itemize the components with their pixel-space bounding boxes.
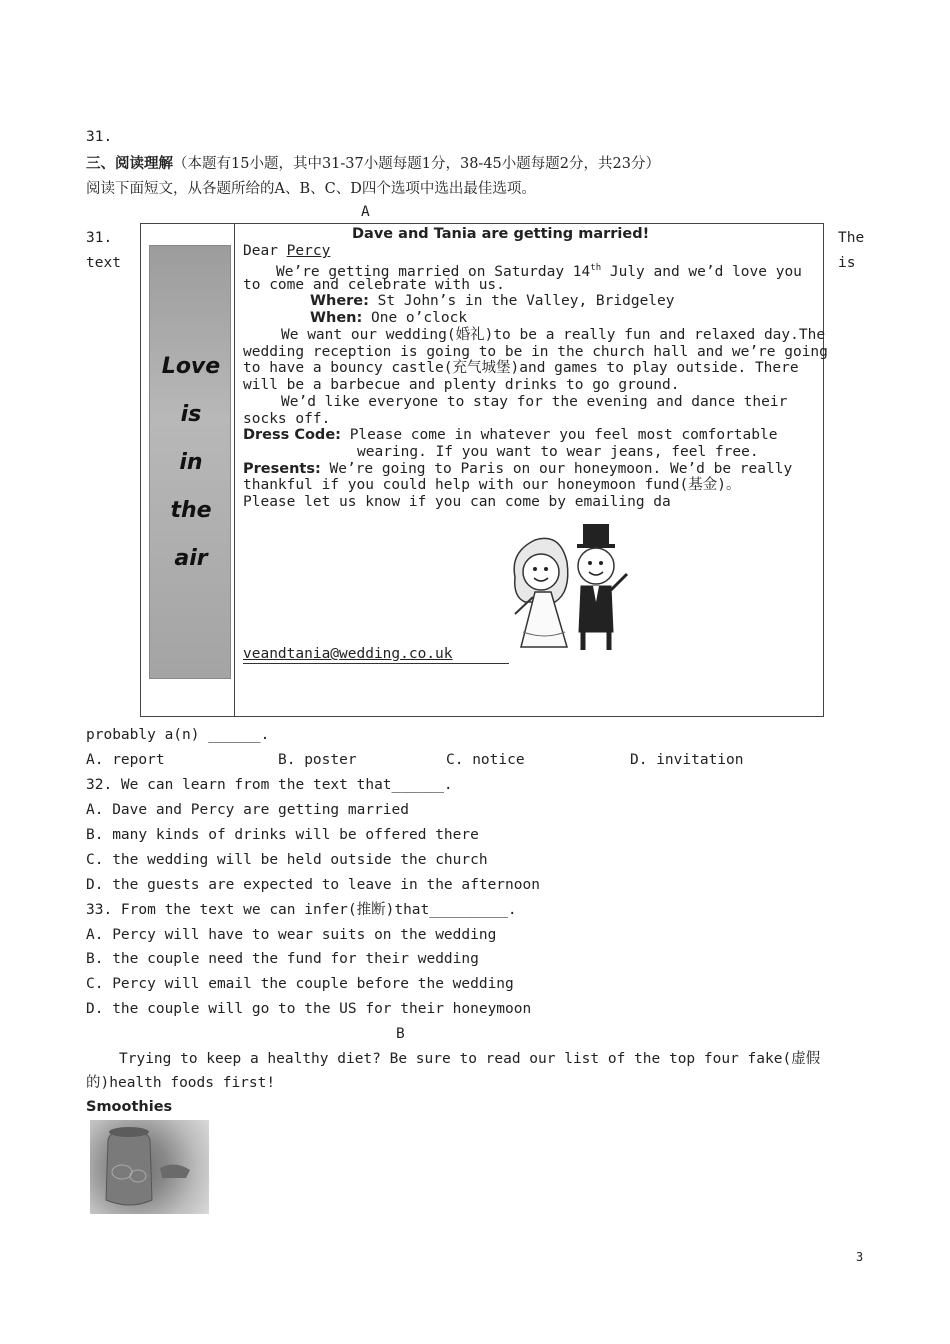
where-label: Where: [310, 293, 369, 309]
q31-option-a: A. report [86, 752, 165, 768]
smoothies-heading: Smoothies [86, 1099, 173, 1115]
q32-stem: 32. We can learn from the text that______. [86, 777, 453, 793]
presents-text: We’re going to Paris on our honeymoon. We’d be really [329, 461, 793, 477]
top-question-number: 31. [86, 129, 113, 145]
section-heading-rest: （本题有15小题，其中31-37小题每题1分，38-45小题每题2分，共23分） [173, 156, 660, 172]
ordinal-suffix: th [590, 263, 602, 273]
poster-word: the [170, 498, 212, 523]
frame-divider [234, 224, 235, 716]
dress-code-text: Please come in whatever you feel most comfortable [349, 427, 778, 443]
letter-line: wedding reception is going to be in the church hall and we’re going [243, 344, 828, 360]
passage-a-label: A [361, 204, 370, 220]
contact-email [243, 646, 509, 664]
q31-option-b: B. poster [278, 752, 357, 768]
q31-right-text: The [838, 230, 865, 246]
q32-option-a: A. Dave and Percy are getting married [86, 802, 410, 818]
when-line [310, 310, 467, 327]
letter-line: to have a bouncy castle(充气城堡)and games to play outside. There [243, 360, 799, 376]
q31-right-text-2: is [838, 255, 856, 271]
q31-tail: probably a(n) ______. [86, 727, 270, 743]
q33-option-a: A. Percy will have to wear suits on the wedding [86, 927, 497, 943]
letter-title: Dave and Tania are getting married! [352, 226, 650, 242]
presents-line [243, 461, 792, 478]
letter-line-text: July and we’d love you [601, 263, 802, 280]
letter-line-text: We’re getting married on Saturday 14 [276, 263, 591, 280]
wedding-couple-illustration [505, 522, 635, 657]
letter-line: Please let us know if you can come by emailing da [243, 494, 671, 510]
poster-word: Love [161, 354, 221, 379]
presents-label: Presents: [243, 461, 321, 477]
dress-code-label: Dress Code: [243, 427, 341, 443]
section-instruction: 阅读下面短文，从各题所给的A、B、C、D四个选项中选出最佳选项。 [86, 181, 536, 197]
q33-option-b: B. the couple need the fund for their wedding [86, 951, 479, 967]
greeting-name: Percy [286, 243, 331, 259]
poster-word: is [180, 402, 202, 427]
passage-b-intro-2: 的)health foods first! [86, 1075, 276, 1091]
passage-b-intro: Trying to keep a healthy diet? Be sure to read our list of the top four fake(虚假 [119, 1051, 821, 1067]
q33-option-c: C. Percy will email the couple before the wedding [86, 976, 514, 992]
passage-b-label: B [396, 1026, 405, 1042]
where-value: St John’s in the Valley, Bridgeley [377, 293, 675, 309]
love-poster-image [149, 245, 231, 679]
when-label: When: [310, 310, 363, 326]
letter-line: We’d like everyone to stay for the evening and dance their [281, 394, 788, 410]
q33-stem: 33. From the text we can infer(推断)that_________. [86, 902, 517, 918]
q31-left-text: text [86, 255, 121, 271]
q31-option-d: D. invitation [630, 752, 744, 768]
q31-option-c: C. notice [446, 752, 525, 768]
dress-code-line [243, 427, 777, 444]
q32-option-d: D. the guests are expected to leave in the afternoon [86, 877, 540, 893]
q32-option-b: B. many kinds of drinks will be offered there [86, 827, 479, 843]
when-value: One o’clock [371, 310, 468, 326]
q32-option-c: C. the wedding will be held outside the church [86, 852, 488, 868]
letter-line: We want our wedding(婚礼)to be a really fun and relaxed day.The [281, 327, 826, 343]
smoothie-photo [90, 1120, 209, 1214]
letter-greeting [243, 243, 330, 260]
page-number: 3 [856, 1250, 864, 1264]
greeting-prefix: Dear [243, 243, 287, 259]
letter-line: will be a barbecue and plenty drinks to go ground. [243, 377, 680, 393]
poster-word: air [174, 546, 208, 571]
email-address: veandtania@wedding.co.uk [243, 646, 453, 662]
where-line [310, 293, 674, 310]
q33-option-d: D. the couple will go to the US for their honeymoon [86, 1001, 532, 1017]
letter-line: to come and celebrate with us. [243, 277, 505, 293]
section-heading-bold: 三、阅读理解 [86, 156, 173, 172]
q31-number: 31. [86, 230, 113, 246]
section-heading [86, 152, 660, 173]
letter-line: wearing. If you want to wear jeans, feel free. [357, 444, 759, 460]
smoothie-jar-shape [90, 1120, 209, 1214]
letter-line: socks off. [243, 411, 331, 427]
poster-word: in [179, 450, 203, 475]
letter-line: thankful if you could help with our honeymoon fund(基金)。 [243, 477, 741, 493]
